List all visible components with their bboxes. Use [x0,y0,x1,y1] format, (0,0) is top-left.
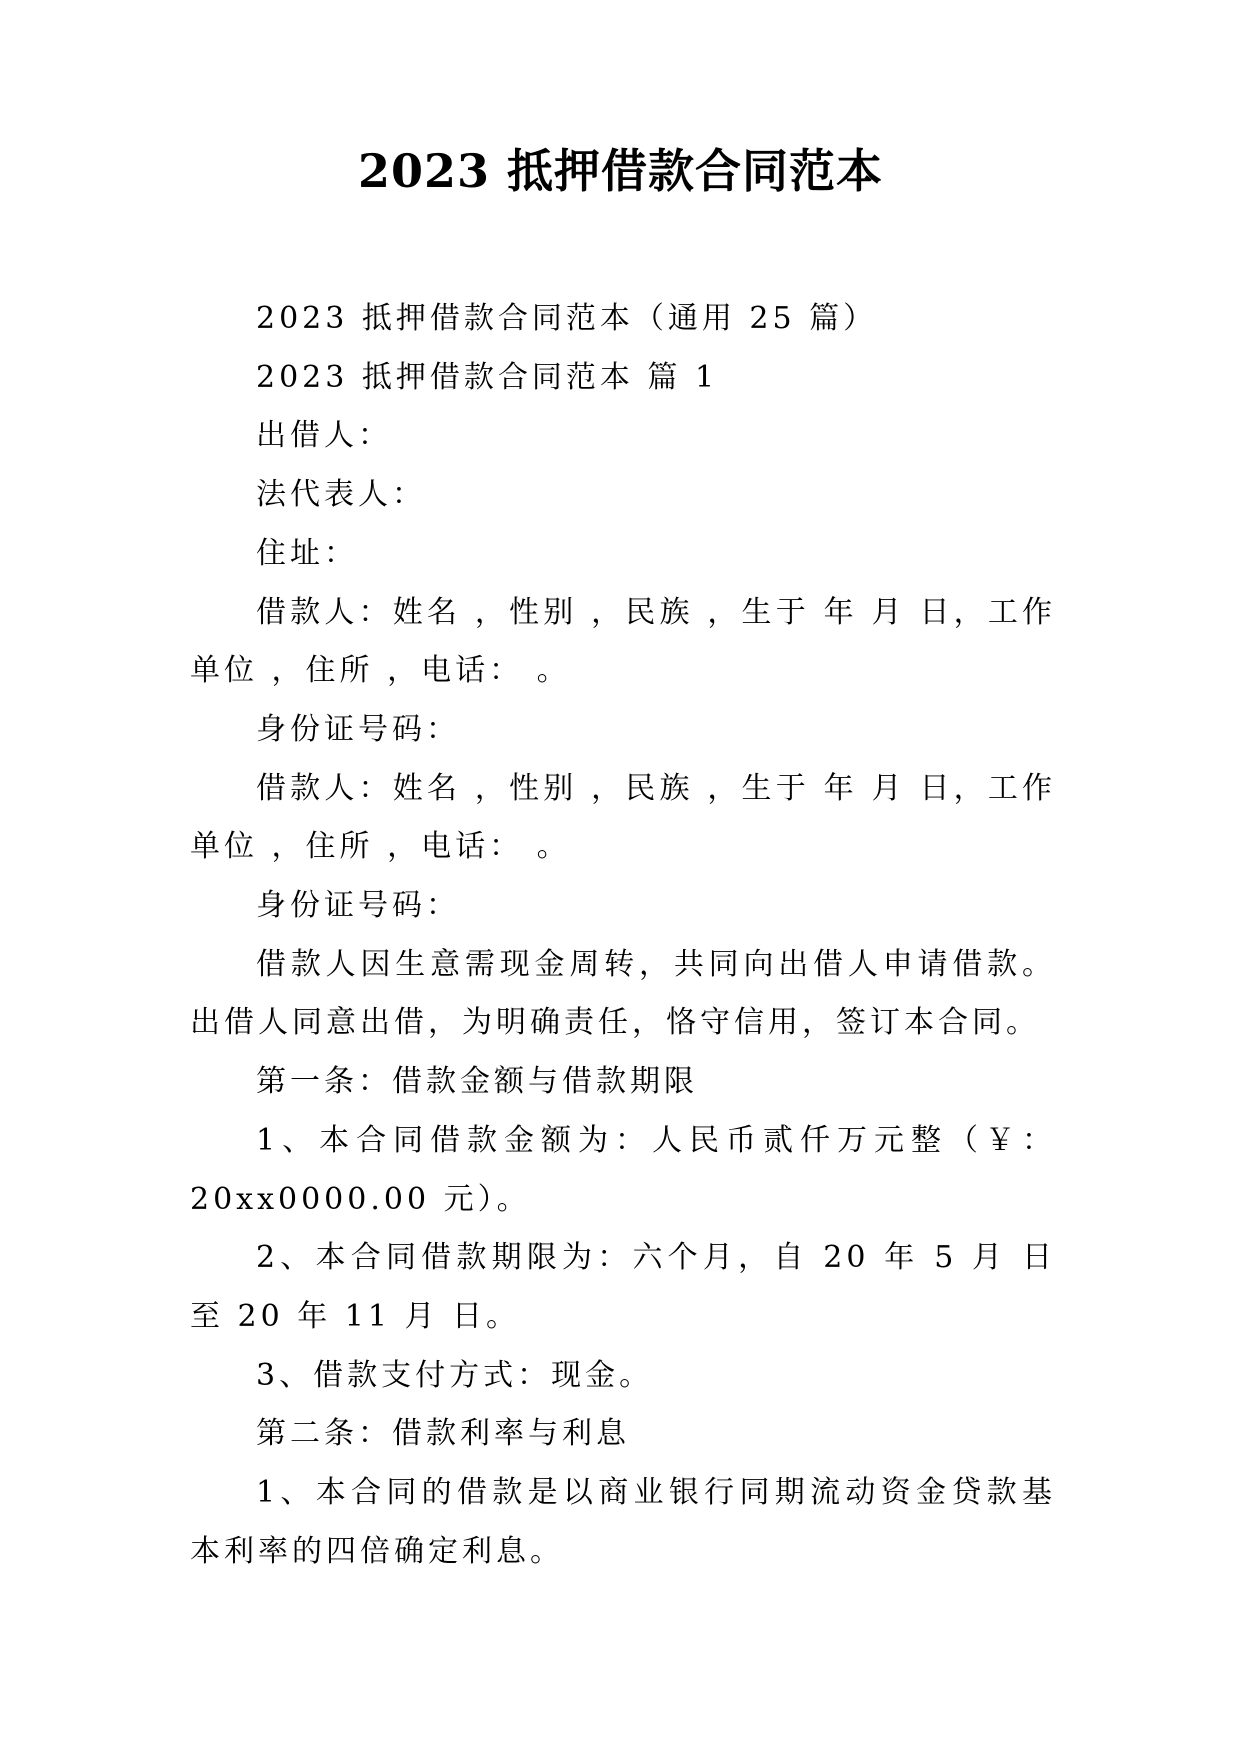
paragraph-legal-rep: 法代表人： [256,477,426,513]
paragraph-term: 2、本合同借款期限为：六个月，自 20 年 5 月 日至 20 年 11 月 日。 [190,1240,1056,1334]
paragraph-borrower-1: 借款人：姓名 ，性别 ，民族 ，生于 年 月 日，工作单位 ，住所 ，电话： 。 [190,594,1056,689]
paragraph-article-1: 第一条：借款金额与借款期限 [256,1064,698,1100]
paragraph-id-1: 身份证号码： [256,711,460,747]
paragraph-lender: 出借人： [256,418,392,454]
paragraph-heading-part1: 2023 抵押借款合同范本 篇 1 [256,359,719,395]
paragraph-address: 住址： [256,535,358,571]
paragraph-borrower-2: 借款人：姓名 ，性别 ，民族 ，生于 年 月 日，工作单位 ，住所 ，电话： 。 [190,770,1056,865]
document-body [190,290,1056,1581]
paragraph-payment: 3、借款支付方式：现金。 [256,1357,654,1393]
paragraph-purpose: 借款人因生意需现金周转，共同向出借人申请借款。出借人同意出借，为明确责任，恪守信用，签订本合同。 [190,946,1056,1041]
paragraph-subtitle: 2023 抵押借款合同范本（通用 25 篇） [256,301,878,336]
paragraph-amount: 1、本合同借款金额为：人民币贰仟万元整（￥：20xx0000.00 元）。 [190,1122,1056,1217]
document-title: 2023 抵押借款合同范本 [357,144,884,198]
paragraph-id-2: 身份证号码： [256,888,460,924]
paragraph-interest: 1、本合同的借款是以商业银行同期流动资金贷款基本利率的四倍确定利息。 [190,1475,1056,1569]
paragraph-article-2: 第二条：借款利率与利息 [256,1416,630,1452]
